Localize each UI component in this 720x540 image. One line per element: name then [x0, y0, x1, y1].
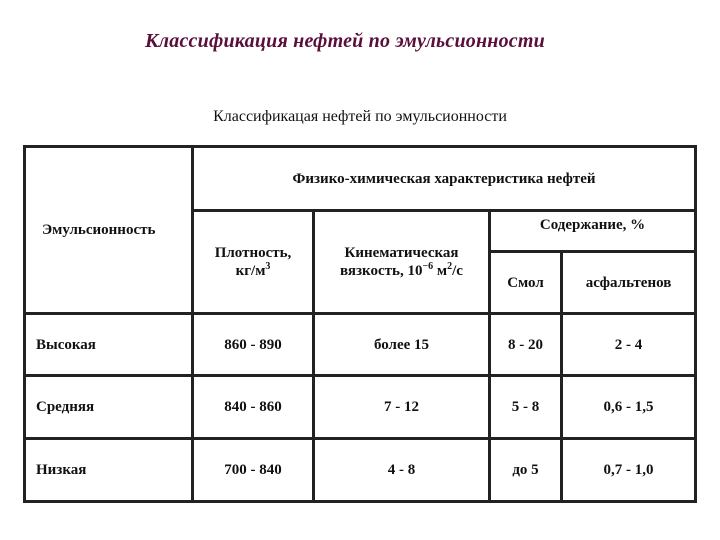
slide-title: Классификация нефтей по эмульсионности	[145, 30, 545, 52]
physchem-header: Физико-химическая характеристика нефтей	[193, 147, 696, 211]
emulsion-classification-table	[23, 145, 697, 503]
density-cell: 860 - 890	[193, 314, 314, 376]
row-label-low: Низкая	[25, 439, 193, 502]
resins-cell: 5 - 8	[490, 376, 562, 439]
viscosity-header	[314, 211, 490, 314]
resins-cell: до 5	[490, 439, 562, 502]
viscosity-cell: 7 - 12	[314, 376, 490, 439]
density-header-line1: Плотность,	[214, 245, 292, 261]
asphaltenes-cell: 0,6 - 1,5	[562, 376, 696, 439]
emulsion-header: Эмульсионность	[25, 147, 193, 314]
resins-header: Смол	[490, 252, 562, 314]
viscosity-header-line1: Кинематическая	[344, 245, 459, 261]
resins-cell: 8 - 20	[490, 314, 562, 376]
content-header: Содержание, %	[490, 211, 696, 252]
asphaltenes-cell: 2 - 4	[562, 314, 696, 376]
row-label-medium: Средняя	[25, 376, 193, 439]
viscosity-cell: 4 - 8	[314, 439, 490, 502]
asphaltenes-cell: 0,7 - 1,0	[562, 439, 696, 502]
table-caption: Классификацая нефтей по эмульсионности	[213, 108, 507, 125]
density-cell: 700 - 840	[193, 439, 314, 502]
viscosity-header-unit-suffix: /с	[452, 263, 463, 279]
table-row	[25, 314, 696, 376]
viscosity-header-unit-exponent: 2	[447, 261, 453, 272]
row-label-high: Высокая	[25, 314, 193, 376]
density-cell: 840 - 860	[193, 376, 314, 439]
density-header-unit: кг/м	[235, 263, 266, 279]
table-row	[25, 376, 696, 439]
viscosity-cell: более 15	[314, 314, 490, 376]
density-header	[193, 211, 314, 314]
viscosity-header-exponent: −6	[422, 261, 434, 272]
table-row	[25, 439, 696, 502]
viscosity-header-unit-mid: м	[433, 263, 448, 279]
viscosity-header-unit-prefix: вязкость, 10	[340, 263, 423, 279]
header-row-1	[25, 147, 696, 211]
density-header-unit-exponent: 3	[265, 261, 271, 272]
asphaltenes-header: асфальтенов	[562, 252, 696, 314]
